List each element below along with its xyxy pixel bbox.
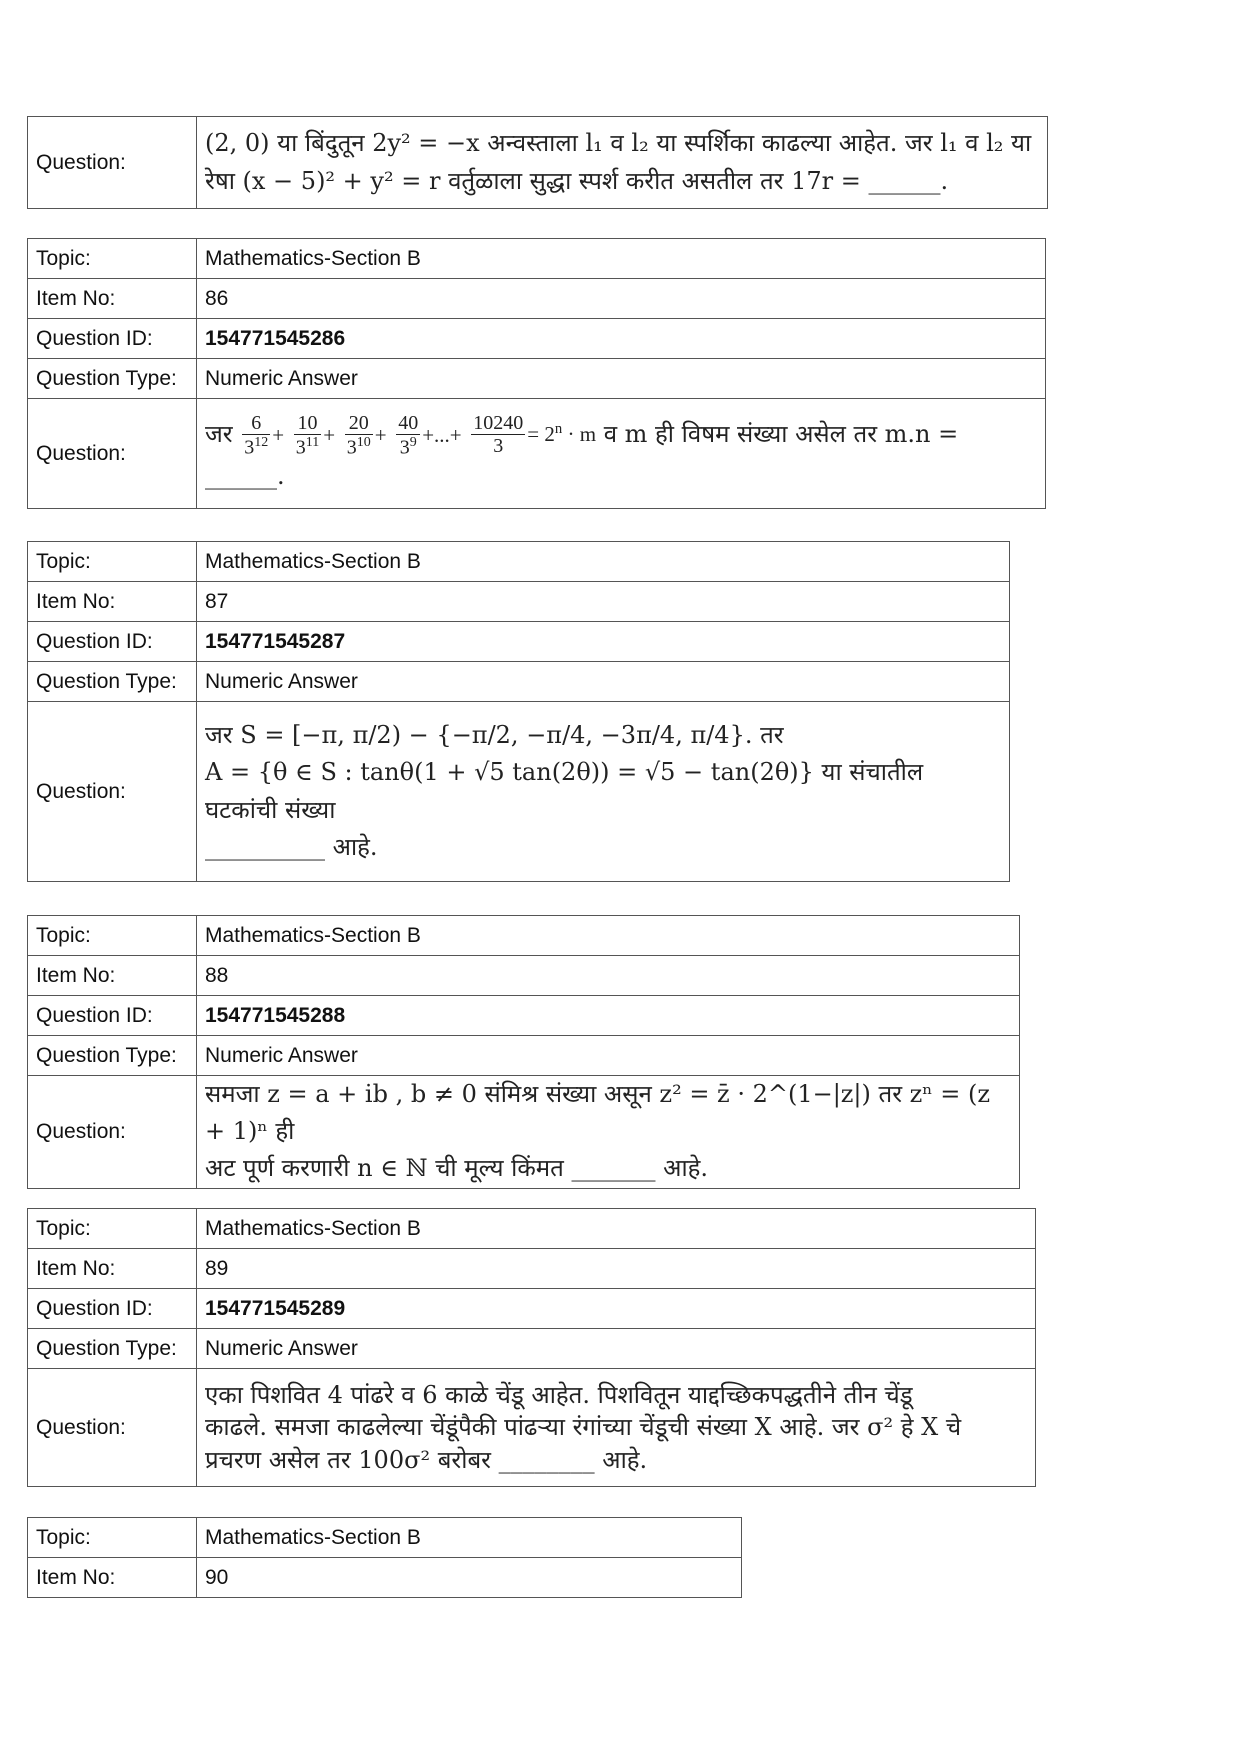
fraction: $\frac{20}{3^{10}}$ — [346, 411, 371, 459]
topic-label: Topic: — [28, 916, 197, 956]
question-type-label: Question Type: — [28, 1329, 197, 1369]
question-table-86 — [27, 238, 1046, 509]
question-line-2: काढले. समजा काढलेल्या चेंडूंपैकी पांढऱ्या रंगांच्या चेंडूची संख्या X आहे. जर σ² हे X चे — [205, 1413, 962, 1442]
question-text — [197, 702, 1010, 882]
item-no-value: 88 — [197, 956, 1020, 996]
topic-value: Mathematics-Section B — [197, 1518, 742, 1558]
question-table-90 — [27, 1517, 742, 1598]
item-no-value: 90 — [197, 1558, 742, 1598]
question-label: Question: — [28, 117, 197, 209]
question-id-value: 154771545288 — [197, 996, 1020, 1036]
question-type-value: Numeric Answer — [197, 1036, 1020, 1076]
fraction: $\frac{40}{3^9}$ — [398, 411, 419, 459]
item-no-value: 86 — [197, 279, 1046, 319]
item-no-value: 89 — [197, 1249, 1036, 1289]
fraction: $\frac{10240}{3}$ — [473, 412, 524, 458]
fraction: $\frac{6}{3^{12}}$ — [244, 411, 269, 459]
question-table-85 — [27, 116, 1048, 209]
question-line-1: जर S = [−π, π/2) − {−π/2, −π/4, −3π/4, π/4}. तर — [205, 721, 784, 750]
question-id-label: Question ID: — [28, 1289, 197, 1329]
question-line-2: A = {θ ∈ S : tanθ(1 + √5 tan(2θ)) = √5 − tan(2θ)} या संचातील घटकांची संख्या — [205, 758, 924, 824]
item-no-label: Item No: — [28, 279, 197, 319]
topic-value: Mathematics-Section B — [197, 239, 1046, 279]
item-no-value: 87 — [197, 582, 1010, 622]
question-label: Question: — [28, 399, 197, 509]
item-no-label: Item No: — [28, 956, 197, 996]
topic-value: Mathematics-Section B — [197, 1209, 1036, 1249]
question-line-3: __________ आहे. — [205, 832, 378, 861]
fraction: $\frac{10}{3^{11}}$ — [295, 411, 320, 459]
question-type-value: Numeric Answer — [197, 359, 1046, 399]
question-line-3: प्रचरण असेल तर 100σ² बरोबर ________ आहे. — [205, 1445, 648, 1474]
question-label: Question: — [28, 1369, 197, 1487]
question-type-label: Question Type: — [28, 359, 197, 399]
question-line-1: समजा z = a + ib , b ≠ 0 संमिश्र संख्या असून z² = z̄ · 2^(1−|z|) तर zⁿ = (z + 1)ⁿ ही — [205, 1080, 991, 1146]
question-label: Question: — [28, 1076, 197, 1189]
question-line-1: एका पिशवित 4 पांढरे व 6 काळे चेंडू आहेत. पिशवितून याद्दच्छिकपद्धतीने तीन चेंडू — [205, 1380, 913, 1409]
question-text — [197, 1076, 1020, 1189]
question-type-value: Numeric Answer — [197, 1329, 1036, 1369]
topic-value: Mathematics-Section B — [197, 916, 1020, 956]
question-text — [197, 1369, 1036, 1487]
topic-value: Mathematics-Section B — [197, 542, 1010, 582]
question-type-label: Question Type: — [28, 1036, 197, 1076]
question-line-2: अट पूर्ण करणारी n ∈ ℕ ची मूल्य किंमत _______ आहे. — [205, 1154, 708, 1183]
question-label: Question: — [28, 702, 197, 882]
question-id-value: 154771545286 — [197, 319, 1046, 359]
topic-label: Topic: — [28, 1209, 197, 1249]
item-no-label: Item No: — [28, 1249, 197, 1289]
question-prefix: जर — [205, 419, 233, 448]
question-id-label: Question ID: — [28, 996, 197, 1036]
question-type-label: Question Type: — [28, 662, 197, 702]
question-type-value: Numeric Answer — [197, 662, 1010, 702]
question-table-89 — [27, 1208, 1036, 1487]
question-id-label: Question ID: — [28, 622, 197, 662]
question-text: (2, 0) या बिंदुतून 2y² = −x अन्वस्ताला l₁ व l₂ या स्पर्शिका काढल्या आहेत. जर l₁ व l₂ या रेषा (x − 5)² + y² = r वर्तुळाला सुद्धा स्पर्श करीत असतील तर 17r = ______. — [197, 117, 1048, 209]
item-no-label: Item No: — [28, 1558, 197, 1598]
topic-label: Topic: — [28, 239, 197, 279]
question-table-87 — [27, 541, 1010, 882]
question-id-label: Question ID: — [28, 319, 197, 359]
question-text: जर $\frac{6}{3^{12}}$ + $\frac{10}{3^{11}}$ + $\frac{20}{3^{10}}$ + $\frac{40}{3^9}$ +...+ $\frac{10240}{3}$ = $2^n \cdot m$ व m ही विषम संख्या असेल तर m.n = ______. — [197, 399, 1046, 509]
topic-label: Topic: — [28, 1518, 197, 1558]
question-table-88 — [27, 915, 1020, 1189]
question-id-value: 154771545287 — [197, 622, 1010, 662]
topic-label: Topic: — [28, 542, 197, 582]
question-suffix: व m ही विषम संख्या असेल तर m.n = ______. — [205, 419, 959, 491]
question-id-value: 154771545289 — [197, 1289, 1036, 1329]
item-no-label: Item No: — [28, 582, 197, 622]
